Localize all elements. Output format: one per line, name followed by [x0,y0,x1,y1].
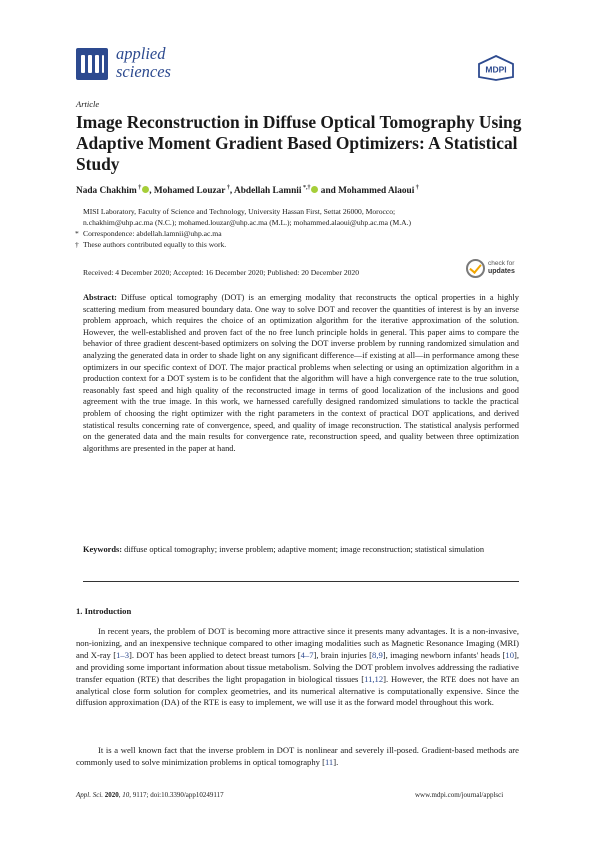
author-affiliation-marker: † [225,185,230,191]
citation-link[interactable]: 11,12 [364,673,384,684]
citation-link[interactable]: 11 [324,756,334,767]
paragraph-text: In recent years, the problem of DOT is becoming more attractive since it presents many advantages. It is a non-invasive, non-ionizing, and an inexpensive technique compared to other imaging modalities such as Magnetic Resonance Imaging (MRI) and X-ray [ [76,626,519,660]
section-divider [83,581,519,582]
citation-link[interactable]: 1–3 [116,649,130,660]
author-list [76,185,546,196]
intro-paragraph-2 [76,745,519,769]
footer-doi: , 9117; doi:10.3390/app10249117 [129,791,224,799]
check-updates-text [488,260,515,276]
paragraph-text: ], brain injuries [ [313,649,373,660]
article-type: Article [76,99,100,109]
paper-title: Image Reconstruction in Diffuse Optical Tomography Using Adaptive Moment Gradient Based Optimizers: A Statistical Study [76,112,522,174]
check-updates-icon [466,259,485,278]
paragraph-text: It is a well known fact that the inverse problem in DOT is nonlinear and severely ill-posed. Gradient-based methods are commonly used to solve minimization problems in optical tomography [ [76,745,519,767]
paragraph-text: ], imaging newborn infants' heads [ [382,649,506,660]
author-name: Mohamed Louzar [153,186,226,197]
keywords-label: Keywords: [83,545,123,554]
keywords [83,544,519,556]
author-name: Mohammed Alaoui [338,186,415,197]
author-separator: , [229,186,235,197]
journal-name-line1: applied [116,44,166,63]
journal-name [116,45,171,81]
keywords-text: diffuse optical tomography; inverse problem; adaptive moment; image reconstruction; statistical simulation [124,545,485,554]
affiliation-emails: n.chakhim@uhp.ac.ma (N.C.); mohamed.louzar@uhp.ac.ma (M.L.); mohammed.alaoui@uhp.ac.ma (M.A.) [83,218,412,227]
footer-citation: Appl. Sci. 2020, 10, 9117; doi:10.3390/app10249117 [76,791,224,799]
citation-link[interactable]: 10 [505,649,514,660]
check-for-updates-badge[interactable] [466,258,526,280]
author-affiliation-marker: † [414,185,419,191]
citation-link[interactable]: 8,9 [372,649,383,660]
journal-logo-icon [76,48,108,80]
correspondence-note [75,228,543,239]
correspondence-text: Correspondence: abdellah.lamnii@uhp.ac.ma [83,229,222,238]
paragraph-text: ]. [333,756,339,767]
citation-link[interactable]: 4–7 [300,649,314,660]
equal-contribution-text: These authors contributed equally to this work. [83,240,227,249]
mdpi-logo [477,55,515,81]
affiliation-line: MISI Laboratory, Faculty of Science and Technology, University Hassan First, Settat 26000, Morocco; [83,207,396,216]
equal-contribution-symbol: † [75,240,79,249]
paragraph-text: ]. However, the RTE does not have an analytical close form solution for complex geometries, and its numerical alternative is computationally expensive. Since the diffusion approximation (DA) of the RTE is easy to implement, we will use it as the forward model throughout this work. [76,673,519,708]
author-affiliation-marker: † [136,185,142,191]
footer-year: 2020 [104,791,119,799]
abstract [83,292,519,454]
paragraph-text: ]. DOT has been applied to detect breast tumors [ [129,649,301,660]
author-affiliation-marker: *,† [301,185,311,191]
affiliation [83,206,543,228]
author-separator: and [318,186,339,197]
publication-dates: Received: 4 December 2020; Accepted: 16 December 2020; Published: 20 December 2020 [83,268,360,277]
footer-journal: Appl. Sci. [76,791,104,799]
abstract-text: Diffuse optical tomography (DOT) is an emerging modality that reconstructs the optical properties in a highly scattering medium from measured boundary data. One way to solve DOT and recover the quantities of interest is by an inverse problem approach, which requires the choice of an optimization algorithm for the iterative approximation of the solution. However, the well-established and proven fact of the no free lunch principle holds in general. This paper aims to compare the behavior of three gradient descent-based optimizers on solving the DOT inverse problem by running randomized simulation and analyzing the generated data in order to shade light on any significant difference—if existing at all—in performance among these optimizers in our specific context of DOT. The major practical problems when selecting or using an optimization algorithm in a production context for a DOT system is to be confident that the algorithm will have a high convergence rate to the true solution, reasonably fast speed and high quality of the reconstructed image in terms of good localization of the inclusions and good agreement with the true image. In this work, we harnessed carefully designed randomized simulations to tackle the practical problem of choosing the right optimizer with the right parameters in the context of practical DOT applications, and derived statistical results concerning rate of convergence, speed, and quality of image reconstruction. The statistical analysis performed on the generated data and the main results for convergence rate, reconstruction speed, and quality between three optimization algorithms are presented in the paper at hand. [83,293,519,453]
correspondence-symbol: * [75,229,79,238]
footer-volume: 10 [122,791,130,799]
check-updates-line2: updates [488,268,515,275]
paragraph-text: ], and providing some important information about tissue metabolism. Solving the DOT problem involves addressing the radiative transfer equation (RTE) that describes the light propagation in biological tissues [ [76,649,520,684]
author-separator: , [149,186,154,197]
mdpi-logo-text: MDPI [485,64,507,75]
intro-paragraph-1 [76,626,519,709]
footer-journal-url[interactable]: www.mdpi.com/journal/applsci [415,791,504,799]
abstract-label: Abstract: [83,293,117,302]
author-name: Nada Chakhim [76,186,137,197]
section-heading: 1. Introduction [76,606,132,616]
journal-name-line2: sciences [116,62,171,81]
equal-contribution-note [75,239,543,250]
check-updates-line1: check for [488,260,515,267]
author-name: Abdellah Lamnii [234,186,302,197]
